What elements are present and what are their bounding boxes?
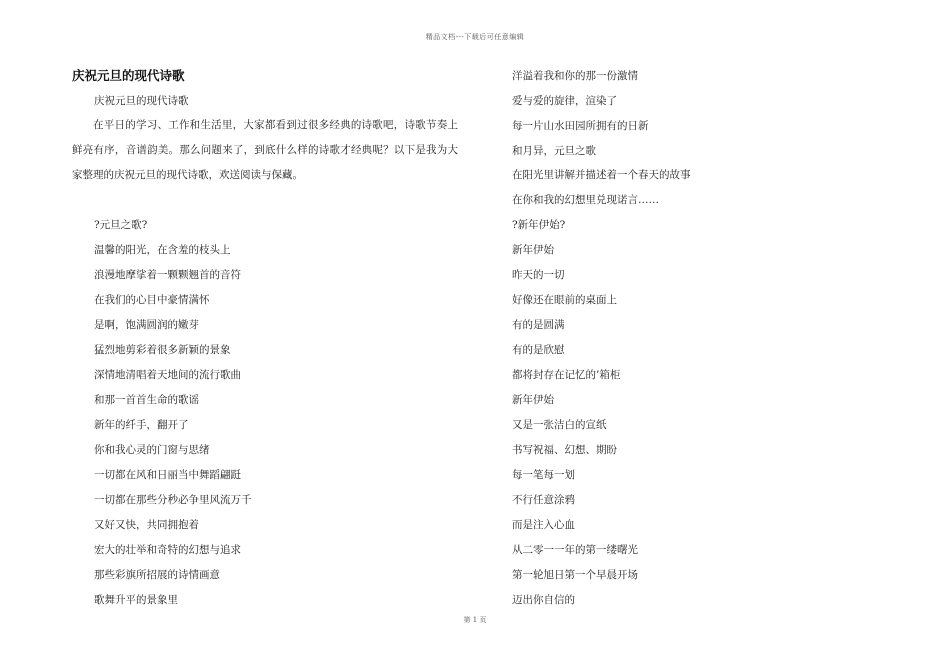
poem-line: 你和我心灵的门窗与思绪 [94, 444, 210, 456]
poem-line: 新年伊始 [512, 244, 554, 256]
poem-line: 又好又快，共同拥抱着 [94, 519, 199, 531]
page-header: 精品文档---下载后可任意编辑 [425, 33, 525, 41]
poem-line: 有的是欣慰 [512, 344, 565, 356]
poem-line: 猛烈地剪彩着很多新颖的景象 [94, 344, 231, 356]
intro-paragraph: 在平日的学习、工作和生活里，大家都看到过很多经典的诗歌吧，诗歌节奏上鲜亮有序，音谱韵美。那么问题来了，到底什么样的诗歌才经典呢？以下是我为大家整理的庆祝元旦的现代诗歌，欢送阅读与保藏。 [72, 119, 458, 181]
poem-line: 洋溢着我和你的那一份激情 [512, 70, 638, 82]
poem-line: 又是一张洁白的宣纸 [512, 419, 607, 431]
poem-line: 有的是圆满 [512, 319, 565, 331]
poem-line: 深情地清唱着天地间的流行歌曲 [94, 369, 241, 381]
poem-line: ?新年伊始? [512, 219, 566, 231]
poem-line: 新年伊始 [512, 394, 554, 406]
document-title: 庆祝元旦的现代诗歌 [72, 68, 185, 83]
poem-line: 新年的纤手，翻开了 [94, 419, 189, 431]
poem-line: 每一片山水田园所拥有的日新 [512, 120, 649, 132]
poem-line: 都将封存在记忆的’箱柜 [512, 369, 621, 381]
poem-line: 一切都在那些分秒必争里风流万千 [94, 494, 252, 506]
poem-line: 在我们的心目中豪情满怀 [94, 294, 210, 306]
poem-line: 好像还在眼前的桌面上 [512, 294, 617, 306]
poem-line: 和月异，元旦之歌 [512, 145, 596, 157]
poem-line: 而是注入心血 [512, 519, 575, 531]
poem-line: 浪漫地摩挲着一颗颗翘首的音符 [94, 269, 241, 281]
poem-line: ?元旦之歌? [94, 219, 148, 231]
poem-line: 一切都在风和日丽当中舞蹈翩跹 [94, 469, 241, 481]
poem-line: 每一笔每一划 [512, 469, 575, 481]
poem-line: 迈出你自信的 [512, 594, 575, 606]
poem-line: 和那一首首生命的歌谣 [94, 394, 199, 406]
subtitle-line: 庆祝元旦的现代诗歌 [94, 95, 189, 107]
poem-line: 歌舞升平的景象里 [94, 594, 178, 606]
poem-line: 宏大的壮举和奇特的幻想与追求 [94, 544, 241, 556]
poem-line: 第一轮旭日第一个早晨开场 [512, 569, 638, 581]
poem-line: 爱与爱的旋律，渲染了 [512, 95, 617, 107]
poem-line: 在阳光里讲解并描述着一个春天的故事 [512, 169, 691, 181]
poem-line: 从二零一一年的第一缕曙光 [512, 544, 638, 556]
poem-line: 昨天的一切 [512, 269, 565, 281]
poem-line: 温馨的阳光，在含羞的枝头上 [94, 244, 231, 256]
poem-line: 在你和我的幻想里兑现诺言…… [512, 194, 659, 206]
page-number: 第 1 页 [463, 616, 487, 624]
poem-line: 那些彩旗所招展的诗情画意 [94, 569, 220, 581]
poem-line: 书写祝福、幻想、期盼 [512, 444, 617, 456]
poem-line: 不行任意涂鸦 [512, 494, 575, 506]
poem-line: 是啊，饱满圆润的嫩芽 [94, 319, 199, 331]
